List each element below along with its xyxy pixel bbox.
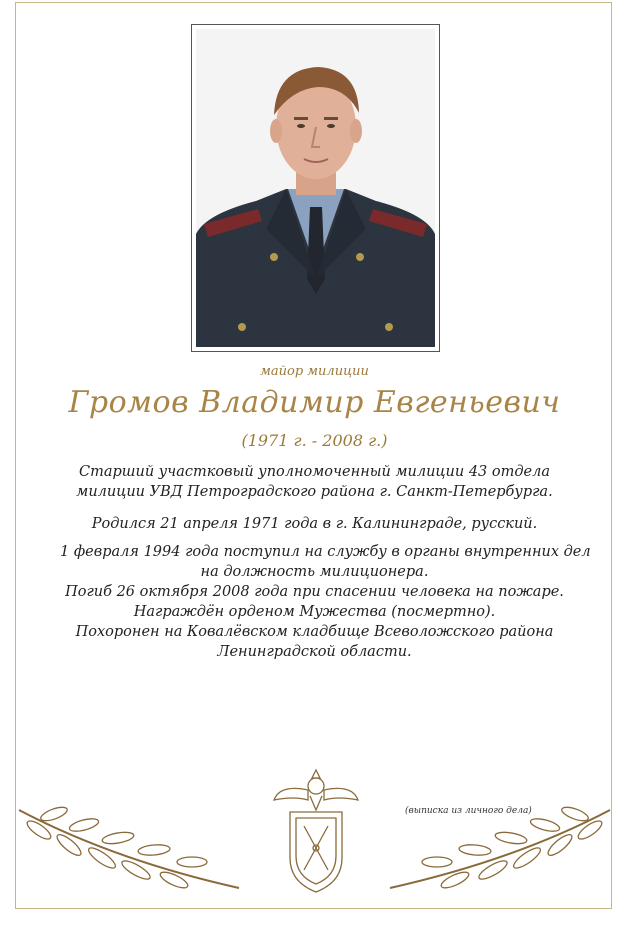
extract-note: (выписка из личного дела) — [405, 806, 532, 816]
biography-line: Награждён орденом Мужества (посмертно). — [133, 604, 496, 620]
biography-line: 1 февраля 1994 года поступил на службу в органы внутренних дел — [60, 544, 591, 560]
biography-line: на должность милиционера. — [200, 564, 429, 580]
position-text — [60, 462, 569, 502]
portrait-photo — [196, 29, 435, 347]
biography-line: Родился 21 апреля 1971 года в г. Калининграде, русский. — [91, 516, 538, 532]
biography-line: Погиб 26 октября 2008 года при спасении человека на пожаре. — [65, 584, 564, 600]
position-line: милиции УВД Петроградского района г. Санкт-Петербурга. — [76, 484, 553, 500]
portrait-frame — [191, 24, 440, 352]
full-name-heading: Громов Владимир Евгеньевич — [68, 385, 561, 420]
biography-line: Ленинградской области. — [217, 644, 412, 660]
rank-caption: майор милиции — [260, 364, 369, 379]
biography-text — [60, 514, 591, 662]
biography-line: Похоронен на Ковалёвском кладбище Всеволожского района — [75, 624, 554, 640]
laurel-branch-left-icon — [14, 800, 244, 895]
police-emblem-icon — [270, 766, 362, 896]
position-line: Старший участковый уполномоченный милиции 43 отдела — [78, 464, 551, 480]
life-years: (1971 г. - 2008 г.) — [241, 431, 388, 450]
